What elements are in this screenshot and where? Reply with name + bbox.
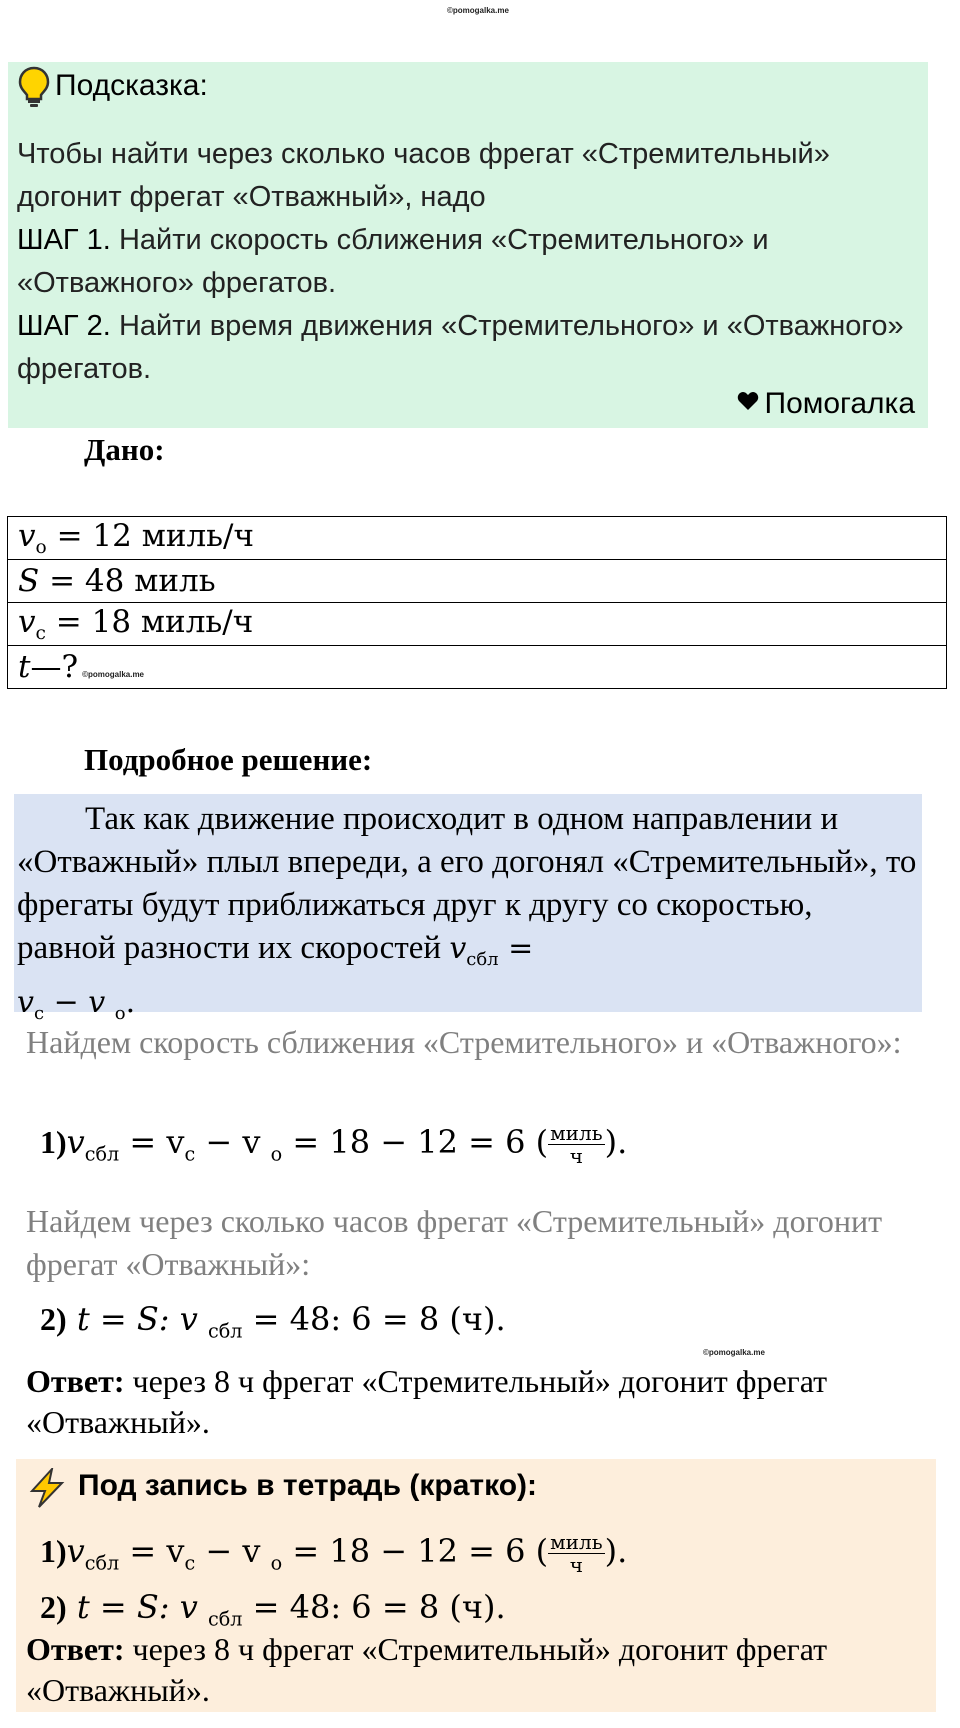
step2-text: Найдем через сколько часов фрегат «Стремительный» догонит фрегат «Отважный»:	[26, 1203, 883, 1282]
hint-body	[17, 133, 917, 391]
short-answer	[26, 1629, 926, 1711]
hint-intro: Чтобы найти через сколько часов фрегат «Стремительный» догонит фрегат «Отважный», надо	[17, 138, 830, 213]
given-title: Дано:	[84, 432, 165, 467]
step1-text: Найдем скорость сближения «Стремительного» и «Отважного»:	[26, 1024, 902, 1060]
hint-step1-label: ШАГ 1.	[17, 224, 111, 256]
lightbulb-icon	[18, 66, 50, 108]
given-row: t—? ©pomogalka.me	[8, 646, 947, 689]
short-answer-label: Ответ:	[26, 1631, 125, 1667]
brand-label: Помогалка	[764, 387, 915, 420]
solution-title: Подробное решение:	[84, 742, 373, 777]
explanation-box: Так как движение происходит в одном направлении и «Отважный» плыл впереди, а его догонял «Стремительный», то фрегаты будут приближаться друг к другу со скоростью, равной разности их скоростей $v_{сбл}$ = $v_с - v$ $_о$.	[14, 794, 922, 1012]
brand	[737, 387, 916, 421]
given-row: $v_с = 18$ миль/ч	[8, 603, 947, 646]
formula-1: $1)v_{сбл} = v_с - v$ $_о$ = 18 − 12 = 6 ( $\frac{\text{миль}}{ч}$ ).	[40, 1121, 628, 1168]
heart-icon	[737, 391, 759, 411]
hint-step2-text: Найти время движения «Стремительного» и «Отважного» фрегатов.	[17, 310, 904, 385]
given-row: S = 48 миль	[8, 560, 947, 603]
answer-label: Ответ:	[26, 1363, 125, 1399]
given-table	[7, 516, 947, 689]
given-row: $v_о = 12$ миль/ч	[8, 517, 947, 560]
short-title: Под запись в тетрадь (кратко):	[78, 1469, 538, 1502]
explanation-text: Так как движение происходит в одном направлении и «Отважный» плыл впереди, а его догонял «Стремительный», то фрегаты будут приближаться друг к другу со скоростью, равной разности их скоростей	[17, 801, 917, 966]
short-answer-text: через 8 ч фрегат «Стремительный» догонит фрегат «Отважный».	[26, 1631, 828, 1708]
formula-2: 2) t = S: v $_{сбл}$ = 48: 6 = 8 (ч).	[40, 1300, 506, 1343]
hint-step1-text: Найти скорость сближения «Стремительного» и «Отважного» фрегатов.	[17, 224, 769, 299]
answer	[26, 1361, 926, 1443]
lightning-icon	[28, 1468, 66, 1508]
hint-title: Подсказка:	[55, 69, 208, 102]
watermark: ©pomogalka.me	[447, 6, 509, 15]
short-formula-1: $1)v_{сбл} = v_с - v$ $_о$ = 18 − 12 = 6 ( $\frac{\text{миль}}{ч}$ ).	[40, 1530, 628, 1577]
answer-text: через 8 ч фрегат «Стремительный» догонит фрегат «Отважный».	[26, 1363, 828, 1440]
hint-step2-label: ШАГ 2.	[17, 310, 111, 342]
watermark: ©pomogalka.me	[703, 1348, 765, 1357]
short-formula-2: 2) t = S: v $_{сбл}$ = 48: 6 = 8 (ч).	[40, 1588, 506, 1631]
